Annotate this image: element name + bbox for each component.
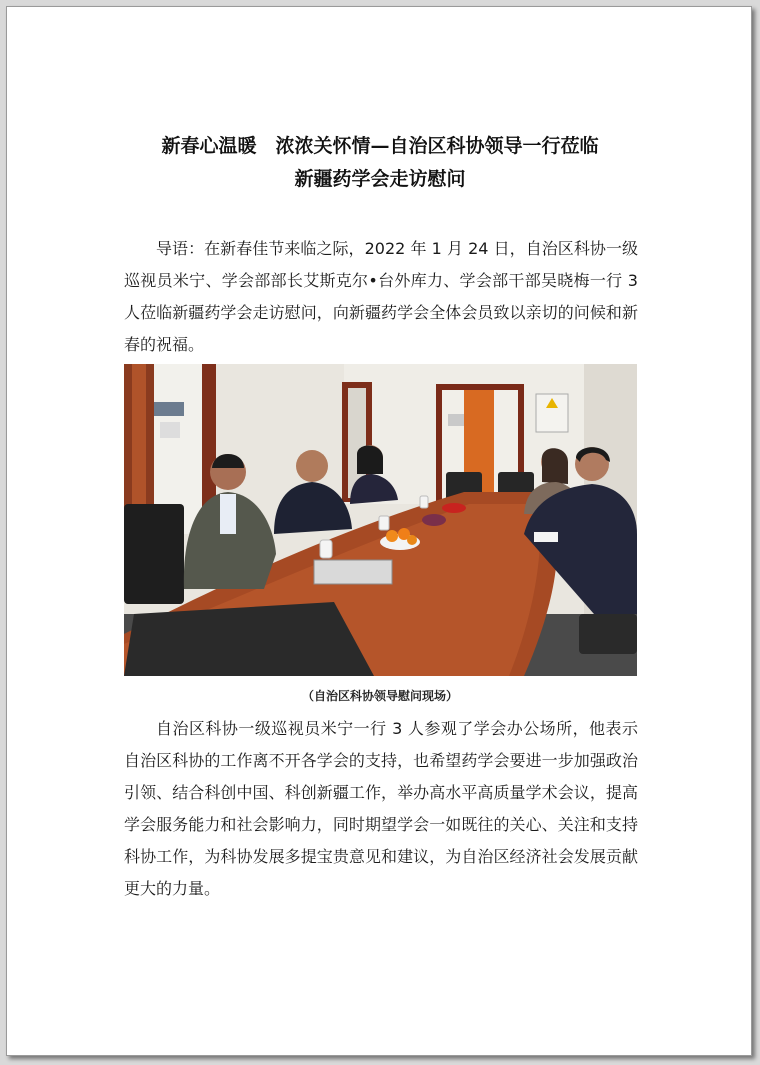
document-title [0, 130, 760, 196]
meeting-photo [124, 364, 637, 676]
title-line-1: 新春心温暖 浓浓关怀情—自治区科协领导一行莅临 [161, 135, 599, 157]
intro-paragraph: 导语：在新春佳节来临之际，2022 年 1 月 24 日，自治区科协一级巡视员米宁、学会部部长艾斯克尔•台外库力、学会部干部吴晓梅一行 3 人莅临新疆药学会走访慰问，向新疆药学会全体会员致以亲切的问候和新春的祝福。 [124, 239, 638, 354]
body-paragraph: 自治区科协一级巡视员米宁一行 3 人参观了学会办公场所，他表示自治区科协的工作离不开各学会的支持，也希望药学会要进一步加强政治引领、结合科创中国、科创新疆工作，举办高水平高质量学术会议，提高学会服务能力和社会影响力，同时期望学会一如既往的关心、关注和支持科协工作，为科协发展多提宝贵意见和建议，为自治区经济社会发展贡献更大的力量。 [124, 719, 638, 898]
title-line-2: 新疆药学会走访慰问 [294, 168, 466, 190]
photo-caption: （自治区科协领导慰问现场） [301, 689, 458, 703]
